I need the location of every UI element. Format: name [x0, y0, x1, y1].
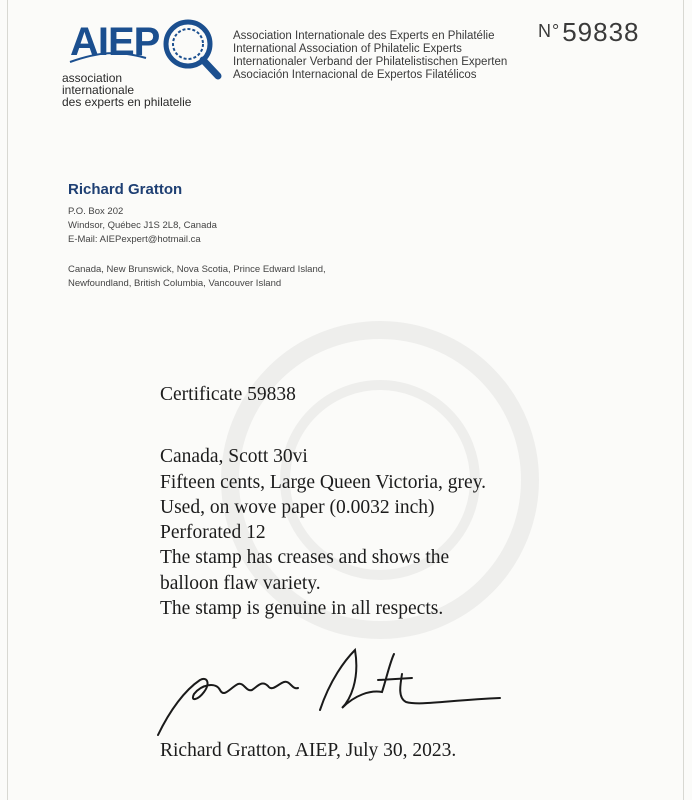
- association-name-de: Internationaler Verband der Philatelistischen Experten: [233, 56, 508, 68]
- expert-address-line: P.O. Box 202: [68, 206, 124, 217]
- association-name-fr: Association Internationale des Experts en Philatélie: [233, 30, 495, 42]
- number-value: 59838: [562, 17, 640, 47]
- logo-subtitle-line: des experts en philatelie: [62, 95, 192, 109]
- certificate-line: Perforated 12: [160, 522, 266, 543]
- page-border-right: [683, 0, 684, 800]
- certificate-line: The stamp has creases and shows the: [160, 547, 450, 568]
- page-border-left: [7, 0, 8, 800]
- expert-email: E-Mail: AIEPexpert@hotmail.ca: [68, 234, 201, 245]
- expert-address-line: Windsor, Québec J1S 2L8, Canada: [68, 220, 217, 231]
- certificate-line: balloon flaw variety.: [160, 573, 321, 594]
- certificate-title: Certificate 59838: [160, 384, 296, 405]
- signature-line: Richard Gratton, AIEP, July 30, 2023.: [160, 740, 457, 761]
- expertise-areas-line: Canada, New Brunswick, Nova Scotia, Prince Edward Island,: [68, 264, 326, 275]
- association-name-en: International Association of Philatelic Experts: [233, 43, 462, 55]
- expertise-areas-line: Newfoundland, British Columbia, Vancouver Island: [68, 278, 282, 289]
- logo-subtitle-line: association: [62, 71, 123, 85]
- certificate-number: [538, 17, 640, 48]
- number-prefix: N°: [538, 21, 561, 41]
- handwritten-signature: [150, 640, 510, 750]
- expert-name: Richard Gratton: [68, 181, 183, 198]
- certificate-line: Used, on wove paper (0.0032 inch): [160, 497, 435, 518]
- certificate-line: Canada, Scott 30vi: [160, 446, 308, 467]
- certificate-line: The stamp is genuine in all respects.: [160, 598, 444, 619]
- logo-subtitle-line: internationale: [62, 83, 135, 97]
- logo-wordmark: AIEP: [70, 20, 160, 64]
- association-name-es: Asociación Internacional de Expertos Filatélicos: [233, 69, 477, 81]
- certificate-line: Fifteen cents, Large Queen Victoria, grey.: [160, 472, 487, 493]
